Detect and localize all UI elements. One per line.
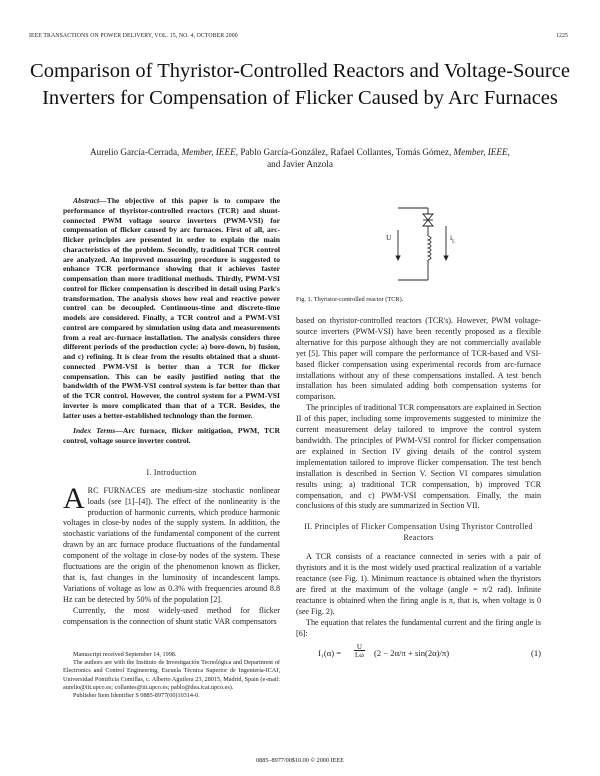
copyright-line: 0885–8977/00$10.00 © 2000 IEEE bbox=[256, 757, 344, 764]
drop-cap: A bbox=[63, 481, 85, 515]
index-terms: Index Terms—Arc furnace, flicker mitigation, PWM, TCR control, voltage source inverter control. bbox=[63, 426, 281, 445]
section-1-heading: I. Introduction bbox=[146, 467, 197, 477]
section-1-body: ARC FURNACES are medium-size stochastic nonlinear loads (see [1]–[4]). The effect of the nonlinearity is the production of harmonic currents, which produce harmonic voltages in close-by nodes of the supply system. In addition, the stochastic variations of the fundamental component of the current drawn by an arc furnace produce fluctuations of the fundamental component of the voltage in close-by nodes of the system. These fluctuations are the origin of the phenomenon known as flicker, that is, fast changes in the luminosity of incandescent lamps. Variations of voltage as low as 0.3% with frequencies around 8.8 Hz can be detected by 50% of the population [2]. Currently, the most widely-used method for flicker compensation is the connection of shunt static VAR compensators bbox=[63, 481, 280, 626]
paper-title: Comparison of Thyristor-Controlled Reactors and Voltage-Source Inverters for Compensation of Flicker Caused by Arc Furnaces bbox=[30, 60, 570, 109]
journal-header: IEEE TRANSACTIONS ON POWER DELIVERY, VOL. 15, NO. 4, OCTOBER 2000 bbox=[29, 33, 238, 39]
tcr-circuit-icon bbox=[378, 200, 488, 288]
figure-1-tcr-diagram bbox=[378, 200, 488, 288]
left-column bbox=[63, 196, 280, 628]
section-2-body: A TCR consists of a reactance connected in series with a pair of thyristors and it is the most widely used practical realization of a variable reactance (see Fig. 1). Minimum reactance is obtained when the thyristors are fired at the maximum of the voltage (angle = π/2 rad). Infinite reactance is obtained when the firing angle is π, that is, when voltage is 0 (see Fig. 2). The equation that relates the fundamental current and the firing angle is [6]: bbox=[296, 552, 541, 638]
abstract: Abstract—The objective of this paper is to compare the performance of thyristor-controlled reactors (TCR) and shunt-connected PWM voltage source inverters (PWM-VSI) for compensation of flicker caused by arc furnaces. First of all, arc-flicker principles are presented in order to explain the main characteristics of the problem. Secondly, traditional TCR control are analyzed. An improved measuring procedure is suggested to enhance TCR performance showing that it achieves faster compensation than more traditional methods. Thirdly, PWM-VSI control for flicker compensation is described in detail using Park's transformation. The analysis shows how real and reactive power control can be decoupled. Continuous-time and discrete-time models are considered. Finally, a TCR control and a PWM-VSI control are compared by simulation using data and measurements from a real arc-furnace installation. The analysis considers three different periods of the production cycle: a) bore-down, b) fusion, and c) refining. It is clear from the results obtained that a shunt-connected PWM-VSI is better than a TCR for flicker compensation. This can be easily justified noting that the bandwidth of the PWM-VSI control system is far better than that of the TCR control. However, the control system for a PWM-VSI inverter is more complicated than that of a TCR. Besides, the latter uses a better-established technology than the former. bbox=[63, 196, 280, 420]
page-number: 1225 bbox=[556, 33, 568, 39]
figure-label-u: U bbox=[386, 233, 392, 242]
intro-continued: based on thyristor-controlled reactors (TCR's). However, PWM voltage-source inverters (PWM-VSI) have been recently proposed as a flexible alternative for this purpose although they are not commercially available yet [5]. This paper will compare the performance of TCR-based and VSI-based flicker compensation using experimental records from arc-furnace installations without any of these compensations installed. A test bench installation has been simulated adding both compensation systems for comparison. The principles of traditional TCR compensators are explained in Section II of this paper, including some improvements suggested to minimize the current measurement delay tailored to improve the control system bandwidth. The principles of PWM-VSI control for flicker compensation are explained in Section IV giving details of the control system implementation tailored to improve flicker compensation. The test bench installation is described in Section V. Section VI compares simulation results using: a) traditional TCR compensation, b) improved TCR compensation, and c) PWM-VSI compensation. Finally, the main conclusions of this study are summarized in Section VII. bbox=[296, 316, 541, 511]
section-2-heading: II. Principles of Flicker Compensation Using Thyristor Controlled Reactors bbox=[304, 522, 533, 543]
equation-1: I₁(α) = U Lω (2 − 2α/π + sin(2α)/π) (1) bbox=[318, 642, 541, 659]
right-column bbox=[296, 316, 541, 665]
figure-1-caption: Fig. 1. Thyristor-controlled reactor (TCR). bbox=[296, 296, 404, 303]
footnote: Manuscript received September 14, 1998. The authors are with the Instituto de Investigación Tecnológica and Department of Electronics and Control Engineering, Escuela Técnica Superior de Ingeniería-ICAI, Universidad Pontificia Comillas, c. Alberto Aguilera 23, 28015, Madrid, Spain (e-mail: aurelio@iit.upco.es; collantes@iit.upco.es; pablo@dea.icai.upco.es). Publisher Item Identifier S 0885-8977(00)10314-0. bbox=[63, 651, 280, 700]
author-list: Aurelio García-Cerrada, Member, IEEE, Pablo García-González, Rafael Collantes, Tomás Gómez, Member, IEEE, and Javier Anzola bbox=[90, 147, 510, 169]
figure-label-i: $i_L$ bbox=[450, 233, 456, 245]
